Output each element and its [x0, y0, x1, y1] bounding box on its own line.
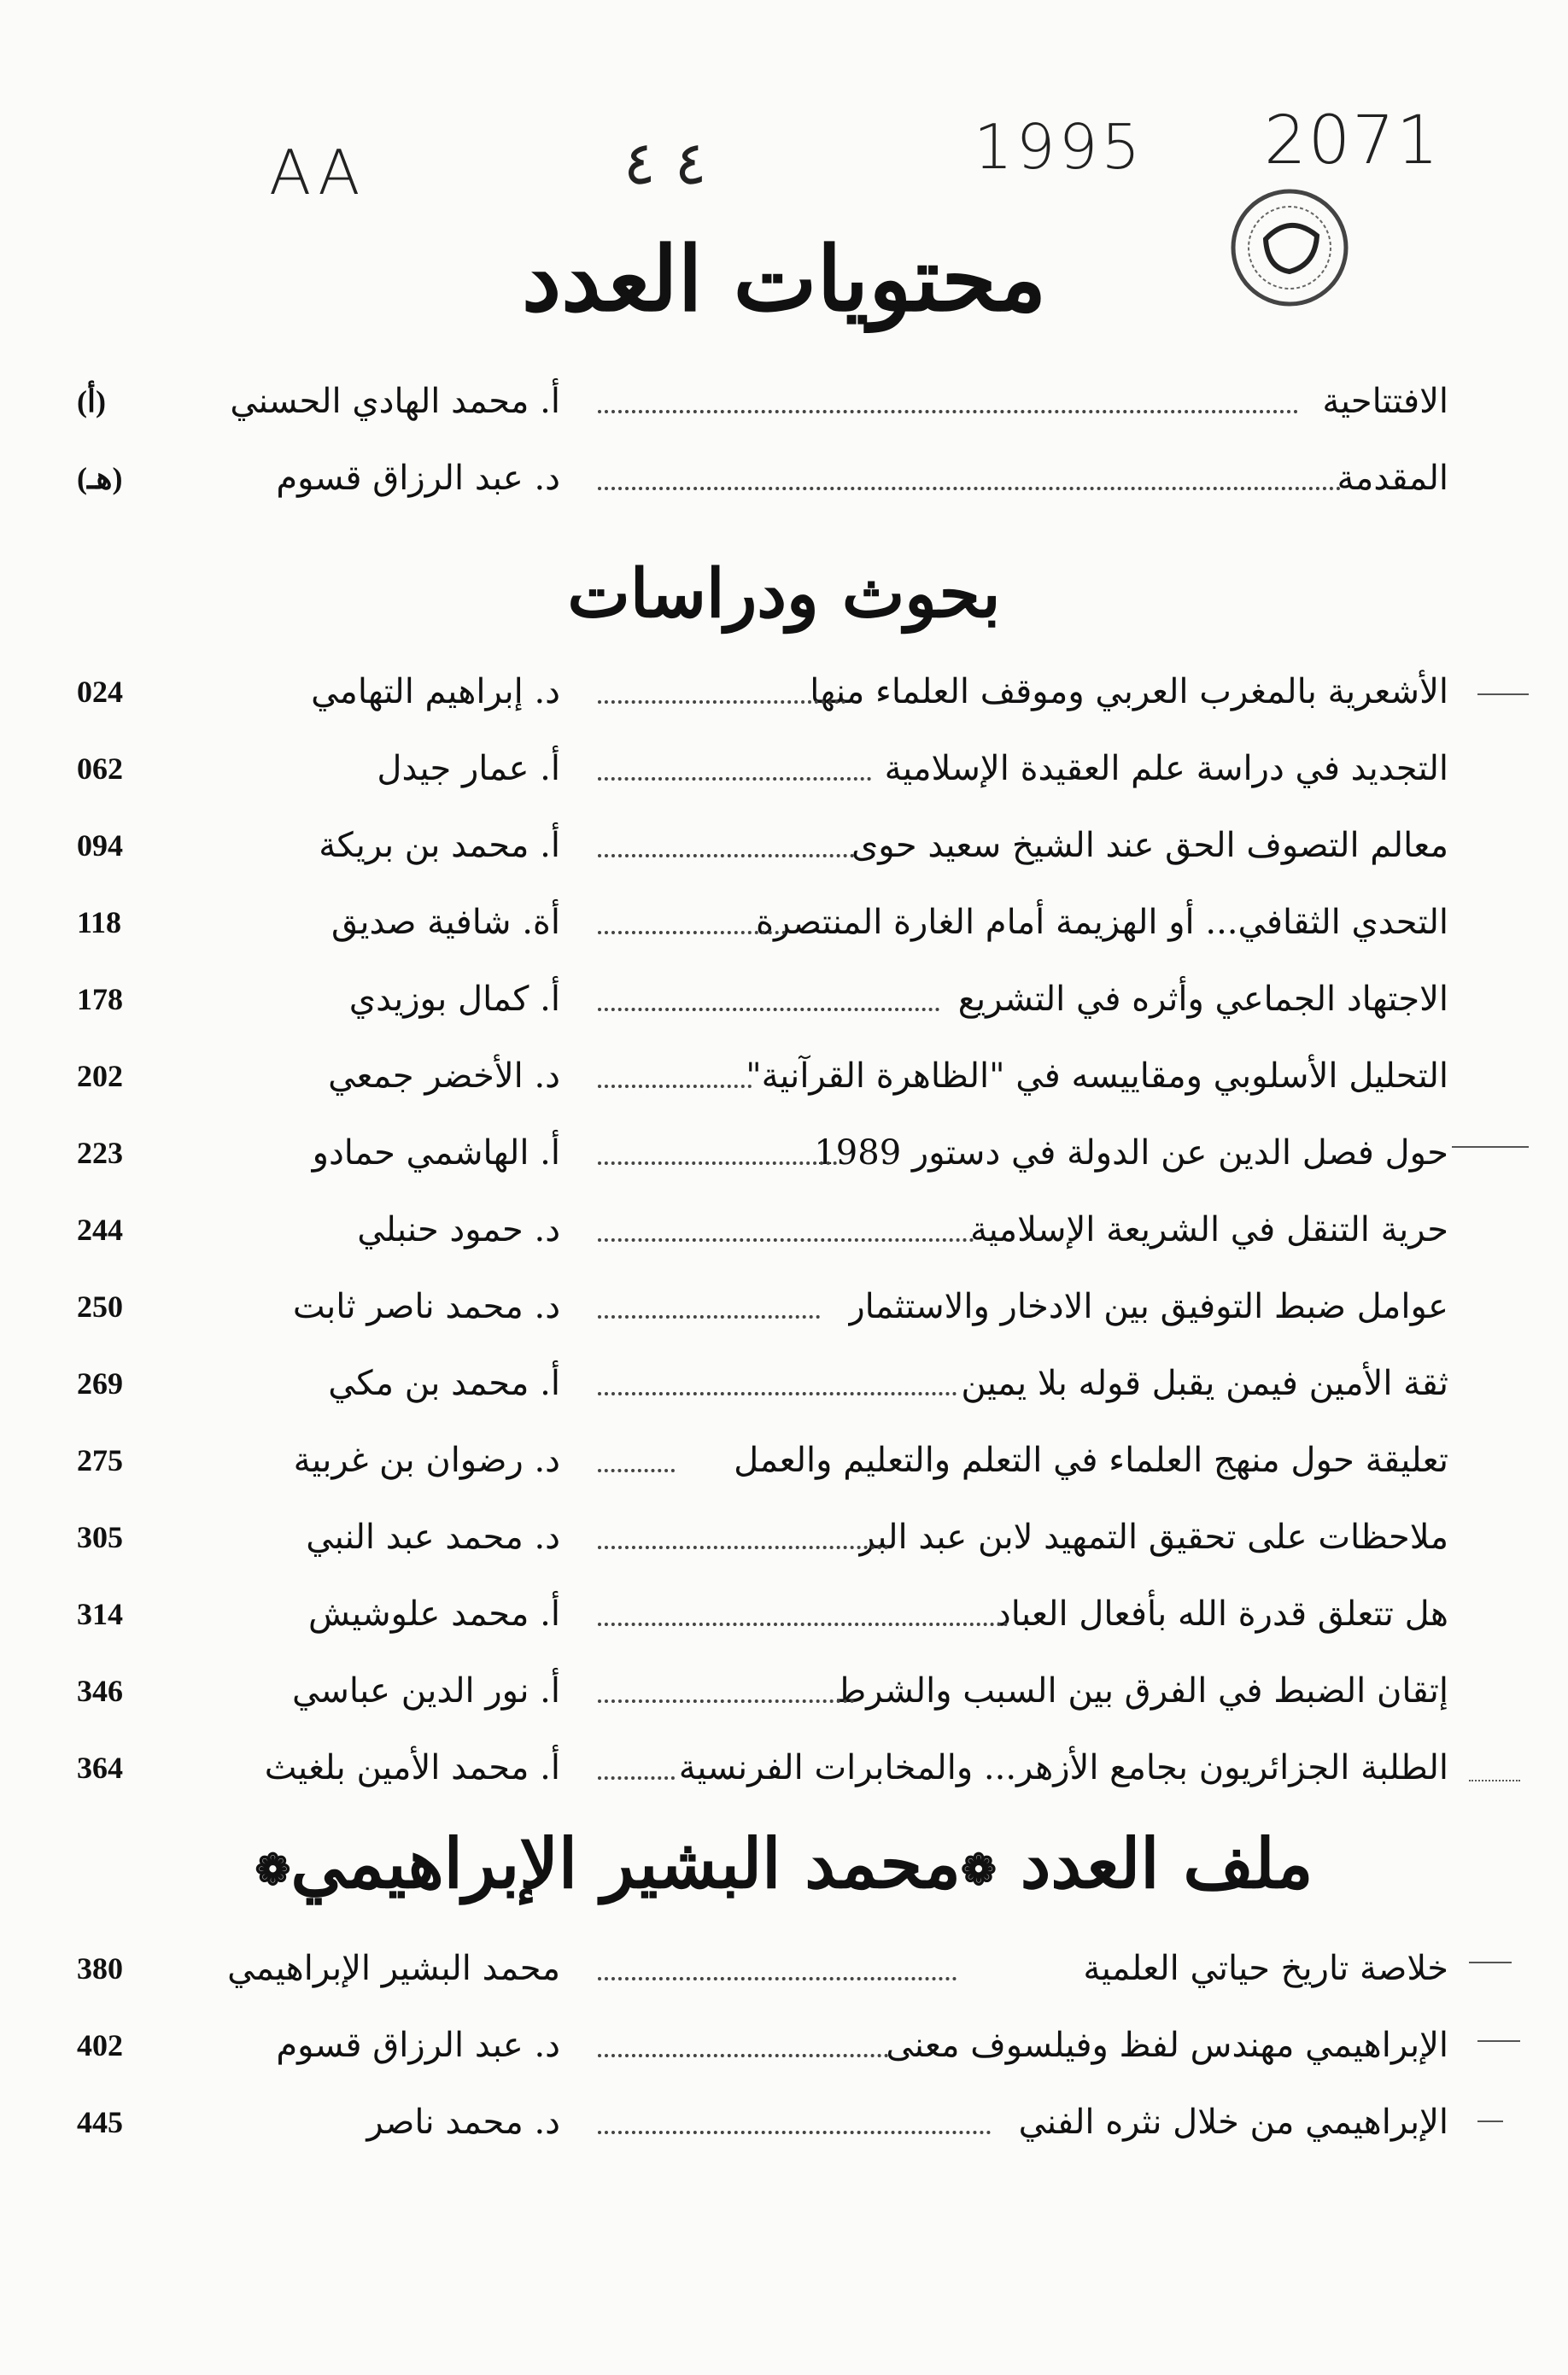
toc-author: أ. محمد الأمين بلغيث: [264, 1748, 560, 1787]
toc-page: 305: [77, 1520, 123, 1554]
toc-page: 364: [77, 1751, 123, 1785]
toc-row: [0, 1127, 1568, 1187]
toc-author: أ. نور الدين عباسي: [292, 1671, 560, 1711]
dot-leader: [598, 1977, 957, 1980]
dot-leader: [598, 410, 1298, 413]
toc-row: [0, 974, 1568, 1033]
toc-title: التحليل الأسلوبي ومقاييسه في "الظاهرة القرآنية": [746, 1056, 1448, 1096]
dot-leader: [598, 1315, 820, 1319]
toc-page: 380: [77, 1951, 123, 1986]
toc-page: 275: [77, 1443, 123, 1477]
section-heading-research: بحوث ودراسات: [567, 555, 1001, 633]
toc-author: د. عبد الرزاق قسوم: [276, 2026, 560, 2065]
dot-leader: [598, 1699, 854, 1703]
toc-title: التحدي الثقافي... أو الهزيمة أمام الغارة المنتصرة: [756, 903, 1448, 942]
toc-title: الطلبة الجزائريون بجامع الأزهر... والمخابرات الفرنسية: [678, 1748, 1448, 1787]
toc-page: 402: [77, 2028, 123, 2062]
toc-page: 178: [77, 982, 123, 1016]
toc-title: خلاصة تاريخ حياتي العلمية: [1083, 1949, 1448, 1988]
toc-row: [0, 1512, 1568, 1571]
toc-row: [0, 666, 1568, 726]
toc-title: المقدمة: [1337, 459, 1448, 498]
toc-author: د. محمد ناصر ثابت: [292, 1287, 560, 1326]
toc-page: 118: [77, 905, 122, 939]
toc-row: [0, 1358, 1568, 1418]
toc-page: 250: [77, 1290, 123, 1324]
toc-row: [0, 1588, 1568, 1648]
handwritten-code: AA: [269, 137, 366, 208]
toc-author: أ. محمد الهادي الحسني: [230, 382, 560, 421]
section-heading-dossier: [0, 1823, 1568, 1904]
dot-leader: [598, 777, 871, 781]
toc-row: [0, 897, 1568, 956]
dot-leader: [598, 1008, 939, 1011]
flower-ornament-icon: ❁: [960, 1844, 997, 1895]
toc-row: [0, 1281, 1568, 1341]
dossier-subject: محمد البشير الإبراهيمي: [290, 1823, 961, 1904]
dot-leader: [598, 1161, 837, 1165]
dot-leader: [598, 1776, 675, 1780]
toc-page: 024: [77, 675, 123, 709]
handwritten-number: 2071: [1264, 102, 1441, 179]
dot-leader: [598, 700, 845, 704]
toc-title: الاجتهاد الجماعي وأثره في التشريع: [957, 980, 1448, 1019]
toc-author: أ. الهاشمي حمادو: [312, 1133, 560, 1173]
dot-leader: [598, 2131, 991, 2134]
margin-mark: [1477, 2121, 1503, 2122]
toc-title: الافتتاحية: [1322, 382, 1448, 421]
dot-leader: [598, 487, 1341, 490]
toc-row: [0, 820, 1568, 880]
toc-author: د. عبد الرزاق قسوم: [276, 459, 560, 498]
toc-title: معالم التصوف الحق عند الشيخ سعيد حوى: [851, 826, 1448, 865]
handwritten-year: 1995: [974, 111, 1144, 183]
toc-author: د. حمود حنبلي: [357, 1210, 560, 1249]
toc-page: 202: [77, 1059, 123, 1093]
toc-title: حول فصل الدين عن الدولة في دستور 1989: [814, 1133, 1448, 1173]
flower-ornament-icon: ❁: [255, 1844, 291, 1895]
page-title: محتويات العدد: [521, 226, 1047, 331]
dot-leader: [598, 1546, 888, 1549]
handwritten-mark: ٤ ٤: [623, 128, 707, 198]
toc-row: [0, 1665, 1568, 1725]
dot-leader: [598, 2054, 888, 2057]
toc-page: 244: [77, 1213, 123, 1247]
margin-mark: [1477, 693, 1529, 695]
toc-page: 094: [77, 828, 123, 863]
toc-row: [0, 453, 1568, 512]
toc-title: تعليقة حول منهج العلماء في التعلم والتعليم والعمل: [734, 1441, 1448, 1480]
toc-page: (هـ): [77, 461, 123, 495]
toc-page: (أ): [77, 384, 107, 418]
toc-title: هل تتعلق قدرة الله بأفعال العباد: [995, 1594, 1448, 1634]
toc-title: ثقة الأمين فيمن يقبل قوله بلا يمين: [961, 1364, 1448, 1403]
dot-leader: [598, 1623, 1008, 1626]
toc-page: 314: [77, 1597, 123, 1631]
toc-title: الأشعرية بالمغرب العربي وموقف العلماء منها: [810, 672, 1448, 711]
toc-author: د. محمد ناصر: [366, 2103, 560, 2142]
toc-row: [0, 1435, 1568, 1495]
toc-row: [0, 2020, 1568, 2080]
toc-author: د. الأخضر جمعي: [328, 1056, 560, 1096]
toc-author: د. إبراهيم التهامي: [311, 672, 560, 711]
toc-author: أ. محمد بن بريكة: [319, 826, 560, 865]
dossier-prefix: ملف العدد: [1020, 1823, 1313, 1904]
margin-mark: [1477, 2040, 1520, 2042]
toc-author: أ. عمار جيدل: [377, 749, 560, 788]
dot-leader: [598, 1238, 974, 1242]
margin-mark: [1469, 1780, 1520, 1781]
toc-title: الإبراهيمي مهندس لفظ وفيلسوف معنى: [886, 2026, 1448, 2065]
toc-author: د. رضوان بن غربية: [293, 1441, 560, 1480]
dot-leader: [598, 1392, 957, 1395]
toc-page: 223: [77, 1136, 123, 1170]
dot-leader: [598, 1085, 752, 1088]
margin-mark: [1469, 1962, 1512, 1963]
toc-title: ملاحظات على تحقيق التمهيد لابن عبد البر: [858, 1518, 1448, 1557]
dot-leader: [598, 854, 854, 857]
toc-author: أة. شافية صديق: [331, 903, 560, 942]
toc-title: عوامل ضبط التوفيق بين الادخار والاستثمار: [848, 1287, 1448, 1326]
toc-title: التجديد في دراسة علم العقيدة الإسلامية: [884, 749, 1448, 788]
toc-page: 269: [77, 1366, 123, 1401]
toc-row: [0, 1742, 1568, 1802]
toc-title: إتقان الضبط في الفرق بين السبب والشرط: [834, 1671, 1448, 1711]
toc-page: 062: [77, 752, 123, 786]
toc-page: 346: [77, 1674, 123, 1708]
toc-title: حرية التنقل في الشريعة الإسلامية: [970, 1210, 1448, 1249]
toc-author: أ. محمد بن مكي: [328, 1364, 560, 1403]
toc-row: [0, 1943, 1568, 2003]
toc-author: د. محمد عبد النبي: [306, 1518, 560, 1557]
toc-row: [0, 1050, 1568, 1110]
toc-author: محمد البشير الإبراهيمي: [227, 1949, 560, 1988]
dot-leader: [598, 931, 786, 934]
toc-page: 445: [77, 2105, 123, 2139]
toc-author: أ. محمد علوشيش: [308, 1594, 560, 1634]
margin-mark: [1452, 1146, 1529, 1148]
toc-title: الإبراهيمي من خلال نثره الفني: [1018, 2103, 1448, 2142]
toc-author: أ. كمال بوزيدي: [348, 980, 560, 1019]
toc-row: [0, 376, 1568, 436]
dot-leader: [598, 1469, 675, 1472]
toc-row: [0, 2097, 1568, 2156]
toc-row: [0, 743, 1568, 803]
toc-row: [0, 1204, 1568, 1264]
